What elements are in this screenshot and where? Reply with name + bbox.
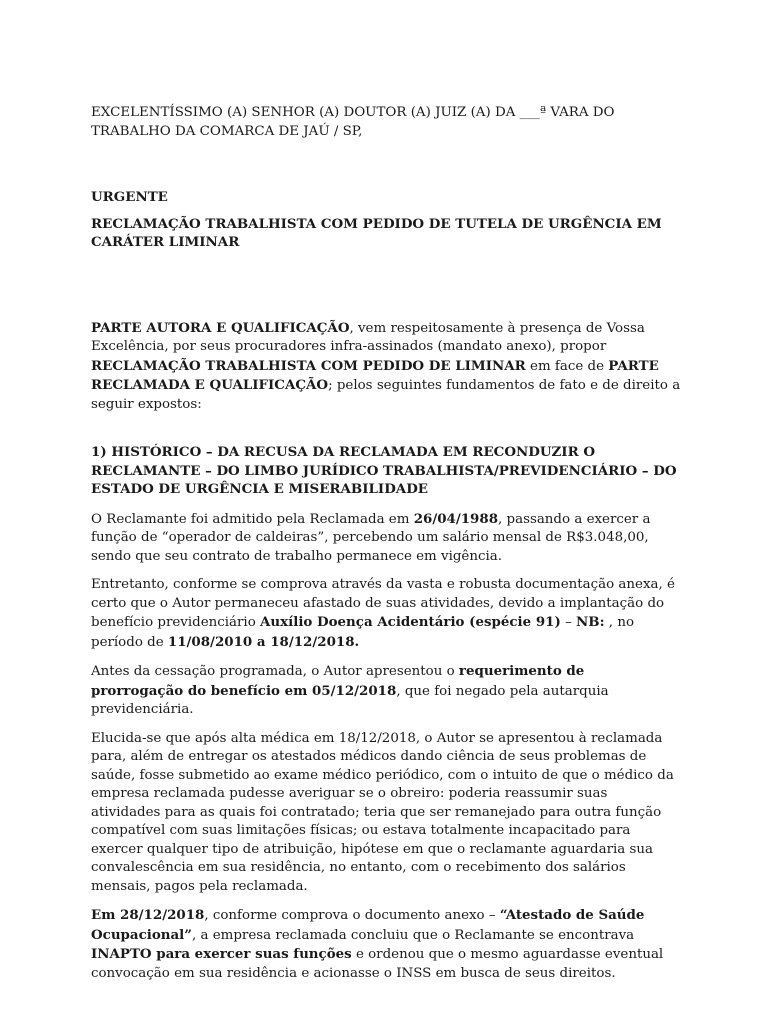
- p2-text-b: –: [560, 615, 577, 630]
- addressee: EXCELENTÍSSIMO (A) SENHOR (A) DOUTOR (A) JUIZ (A) DA ___ª VARA DO TRABALHO DA COMARCA DE JAÚ / SP,: [91, 105, 615, 139]
- subject-title: RECLAMAÇÃO TRABALHISTA COM PEDIDO DE TUTELA DE URGÊNCIA EM CARÁTER LIMINAR: [91, 215, 662, 250]
- certificate-name: “Atestado de Saúde Ocupacional”: [91, 907, 645, 943]
- document-page: [91, 104, 681, 983]
- p2-text-a: Entretanto, conforme se comprova através da vasta e robusta documentação anexa, é certo que o Autor permaneceu afastado de suas atividades, devido a implantação do benefício previdenciário: [91, 577, 675, 630]
- admission-date: 26/04/1988: [413, 510, 499, 527]
- benefit-period: 11/08/2010 a 18/12/2018.: [167, 633, 360, 650]
- party-author: PARTE AUTORA E QUALIFICAÇÃO: [91, 319, 350, 336]
- paragraph-extension-request: [91, 662, 681, 720]
- urgent-label: URGENTE: [91, 189, 168, 205]
- p1-text-b: , passando a exercer a função de “operador de caldeiras”, percebendo um salário mensal de R$3.048,00, sendo que seu contrato de trabalho permanece em vigência.: [91, 511, 651, 564]
- intro-paragraph: [91, 319, 681, 415]
- paragraph-medical-discharge: Elucida-se que após alta médica em 18/12/2018, o Autor se apresentou à reclamada para, além de entregar os atestados médicos dando ciência de seus problemas de saúde, fosse submetido ao exame médico periódico, com o intuito de que o médico da empresa reclamada pudesse averiguar se o obreiro: poderia reassumir suas atividades para as quais foi contratado; teria que ser remanejado para outra função compatível com suas limitações físicas; ou estava totalmente incapacitado para exercer qualquer tipo de atribuição, hipótese em que o reclamante aguardaria sua convalescência em sua residência, no entanto, com o recebimento dos salários mensais, pagos pela reclamada.: [91, 730, 674, 894]
- intro-text-2: em face de: [525, 358, 609, 374]
- inapt-status: INAPTO para exercer suas funções: [91, 946, 352, 962]
- p5-text-b: , a empresa reclamada concluiu que o Reclamante se encontrava: [191, 927, 635, 943]
- claim-type: RECLAMAÇÃO TRABALHISTA COM PEDIDO DE LIMINAR: [91, 357, 526, 374]
- extension-request: requerimento de prorrogação do benefício em 05/12/2018: [91, 663, 585, 699]
- p1-text-a: O Reclamante foi admitido pela Reclamada em: [91, 511, 414, 527]
- paragraph-admission: [91, 510, 681, 567]
- paragraph-occupational-certificate: [91, 906, 681, 983]
- paragraph-benefit: [91, 576, 681, 652]
- benefit-number-label: NB:: [576, 614, 605, 630]
- party-defendant: PARTE RECLAMADA E QUALIFICAÇÃO: [91, 357, 659, 393]
- p3-text-b: , que foi negado pela autarquia previdenciária.: [91, 683, 609, 717]
- section-heading: 1) HISTÓRICO – DA RECUSA DA RECLAMADA EM RECONDUZIR O RECLAMANTE – DO LIMBO JURÍDICO TRABALHISTA/PREVIDENCIÁRIO – DO ESTADO DE URGÊNCIA E MISERABILIDADE: [91, 444, 677, 497]
- intro-text-1: , vem respeitosamente à presença de Vossa Excelência, por seus procuradores infra-assinados (mandato anexo), propor: [91, 320, 645, 354]
- p5-text-c: e ordenou que o mesmo aguardasse eventual convocação em sua residência e acionasse o INSS em busca de seus direitos.: [91, 947, 664, 981]
- p2-text-c: , no período de: [91, 615, 635, 650]
- p3-text-a: Antes da cessação programada, o Autor apresentou o: [91, 664, 459, 679]
- p5-text-a: , conforme comprova o documento anexo –: [204, 908, 500, 923]
- benefit-name: Auxílio Doença Acidentário (espécie 91): [260, 614, 561, 630]
- intro-text-3: ; pelos seguintes fundamentos de fato e de direito a seguir expostos:: [91, 378, 681, 412]
- certificate-date: Em 28/12/2018: [91, 907, 205, 923]
